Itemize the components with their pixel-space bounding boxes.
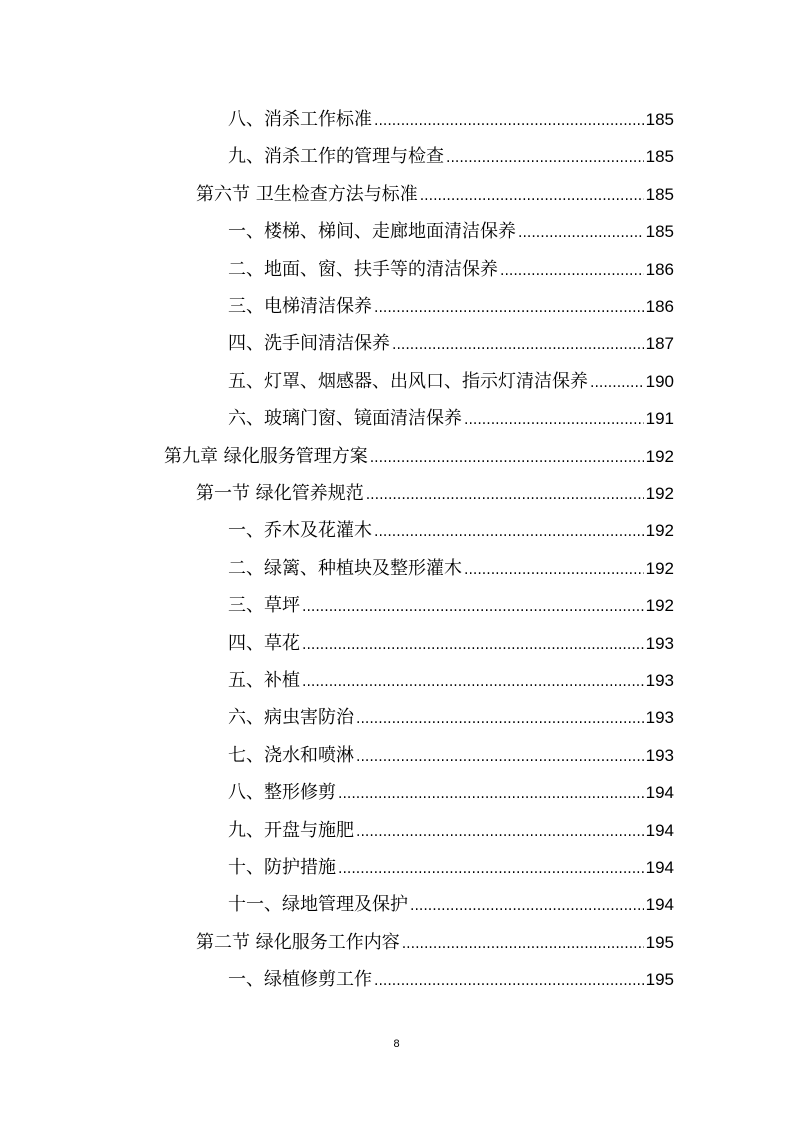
toc-dot-leader: [356, 737, 644, 774]
toc-entry-page: 186: [645, 259, 674, 279]
toc-entry-page: 185: [645, 222, 674, 242]
toc-entry-title: 六、病虫害防治: [228, 707, 354, 729]
toc-dot-leader: [338, 849, 644, 886]
toc-entry-page: 193: [645, 633, 674, 653]
toc-dot-leader: [590, 363, 644, 400]
toc-entry[interactable]: [228, 737, 674, 774]
toc-entry[interactable]: [196, 924, 674, 961]
toc-entry-page: 192: [645, 558, 674, 578]
toc-entry[interactable]: [228, 213, 674, 250]
toc-dot-leader: [356, 812, 644, 849]
toc-entry-page: 190: [645, 371, 674, 391]
toc-entry-page: 194: [645, 858, 674, 877]
toc-dot-leader: [374, 101, 644, 138]
toc-entry-page: 192: [645, 446, 674, 466]
toc-entry[interactable]: [228, 138, 674, 175]
toc-dot-leader: [374, 512, 644, 549]
toc-entry[interactable]: [228, 587, 674, 624]
toc-dot-leader: [420, 176, 644, 213]
toc-dot-leader: [356, 699, 644, 736]
toc-dot-leader: [370, 438, 644, 475]
toc-dot-leader: [374, 961, 644, 998]
toc-entry-page: 194: [645, 783, 674, 803]
toc-dot-leader: [500, 251, 644, 288]
toc-entry-title: 第二节 绿化服务工作内容: [196, 931, 400, 953]
toc-entry[interactable]: [228, 625, 674, 662]
toc-entry-page: 194: [645, 820, 674, 840]
toc-entry-page: 192: [645, 596, 674, 616]
toc-entry[interactable]: [164, 438, 674, 475]
toc-entry-title: 九、消杀工作的管理与检查: [228, 146, 444, 168]
toc-entry-page: 185: [645, 147, 674, 167]
toc-entry[interactable]: [228, 400, 674, 437]
toc-entry[interactable]: [228, 662, 674, 699]
toc-entry[interactable]: [228, 812, 674, 849]
toc-dot-leader: [518, 213, 644, 250]
toc-entry-title: 四、洗手间清洁保养: [228, 333, 390, 355]
toc-entry-title: 九、开盘与施肥: [228, 819, 354, 841]
toc-entry-page: 192: [645, 521, 674, 541]
toc-entry[interactable]: [228, 886, 674, 923]
toc-entry-page: 185: [645, 110, 674, 129]
toc-entry-title: 一、绿植修剪工作: [228, 969, 372, 991]
toc-entry-title: 五、补植: [228, 670, 300, 691]
toc-dot-leader: [464, 550, 644, 587]
toc-entry-title: 五、灯罩、烟感器、出风口、指示灯清洁保养: [228, 370, 588, 392]
toc-entry[interactable]: [228, 325, 674, 362]
toc-entry-page: 195: [645, 932, 674, 952]
toc-entry-page: 195: [645, 970, 674, 990]
toc-entry-title: 八、整形修剪: [228, 782, 336, 804]
toc-entry-page: 193: [645, 671, 674, 690]
toc-entry-page: 186: [645, 297, 674, 316]
toc-entry-title: 二、地面、窗、扶手等的清洁保养: [228, 258, 498, 280]
toc-entry-title: 一、楼梯、梯间、走廊地面清洁保养: [228, 221, 516, 243]
toc-entry-title: 十、防护措施: [228, 857, 336, 878]
toc-entry-title: 十一、绿地管理及保护: [228, 894, 408, 916]
toc-dot-leader: [338, 774, 644, 811]
toc-entry-page: 193: [645, 708, 674, 728]
toc-entry-page: 192: [645, 484, 674, 503]
toc-dot-leader: [402, 924, 644, 961]
toc-entry-page: 193: [645, 745, 674, 765]
toc-dot-leader: [302, 625, 644, 662]
toc-entry-page: 194: [645, 895, 674, 915]
toc-entry[interactable]: [228, 699, 674, 736]
toc-entry[interactable]: [196, 475, 674, 512]
toc-dot-leader: [302, 587, 644, 624]
toc-entry-page: 191: [645, 409, 674, 429]
toc-entry-title: 一、乔木及花灌木: [228, 520, 372, 542]
toc-entry-title: 三、草坪: [228, 595, 300, 617]
toc-entry[interactable]: [228, 101, 674, 138]
toc-dot-leader: [446, 138, 644, 175]
toc-entry[interactable]: [228, 251, 674, 288]
toc-entry-page: 185: [645, 184, 674, 204]
toc-entry-title: 七、浇水和喷淋: [228, 744, 354, 766]
toc-entry-title: 六、玻璃门窗、镜面清洁保养: [228, 408, 462, 430]
toc-entry[interactable]: [228, 288, 674, 325]
toc-entry[interactable]: [228, 961, 674, 998]
toc-dot-leader: [374, 288, 644, 325]
toc-entry[interactable]: [228, 550, 674, 587]
toc-entry[interactable]: [228, 363, 674, 400]
toc-entry[interactable]: [196, 176, 674, 213]
toc-entry-title: 四、草花: [228, 632, 300, 654]
toc-dot-leader: [410, 886, 644, 923]
toc-entry-title: 二、绿篱、种植块及整形灌木: [228, 557, 462, 579]
toc-entry[interactable]: [228, 512, 674, 549]
toc-entry-title: 第六节 卫生检查方法与标准: [196, 183, 418, 205]
toc-entry-page: 187: [645, 334, 674, 354]
toc-dot-leader: [464, 400, 644, 437]
toc-entry[interactable]: [228, 849, 674, 886]
page-number: 8: [393, 1038, 400, 1050]
toc-dot-leader: [392, 325, 644, 362]
toc-dot-leader: [302, 662, 644, 699]
toc-entry-title: 第九章 绿化服务管理方案: [164, 445, 368, 467]
toc-entry-title: 第一节 绿化管养规范: [196, 483, 364, 504]
toc-entry-title: 三、电梯清洁保养: [228, 296, 372, 317]
toc-dot-leader: [366, 475, 644, 512]
toc-entry-title: 八、消杀工作标准: [228, 109, 372, 130]
toc-entry[interactable]: [228, 774, 674, 811]
